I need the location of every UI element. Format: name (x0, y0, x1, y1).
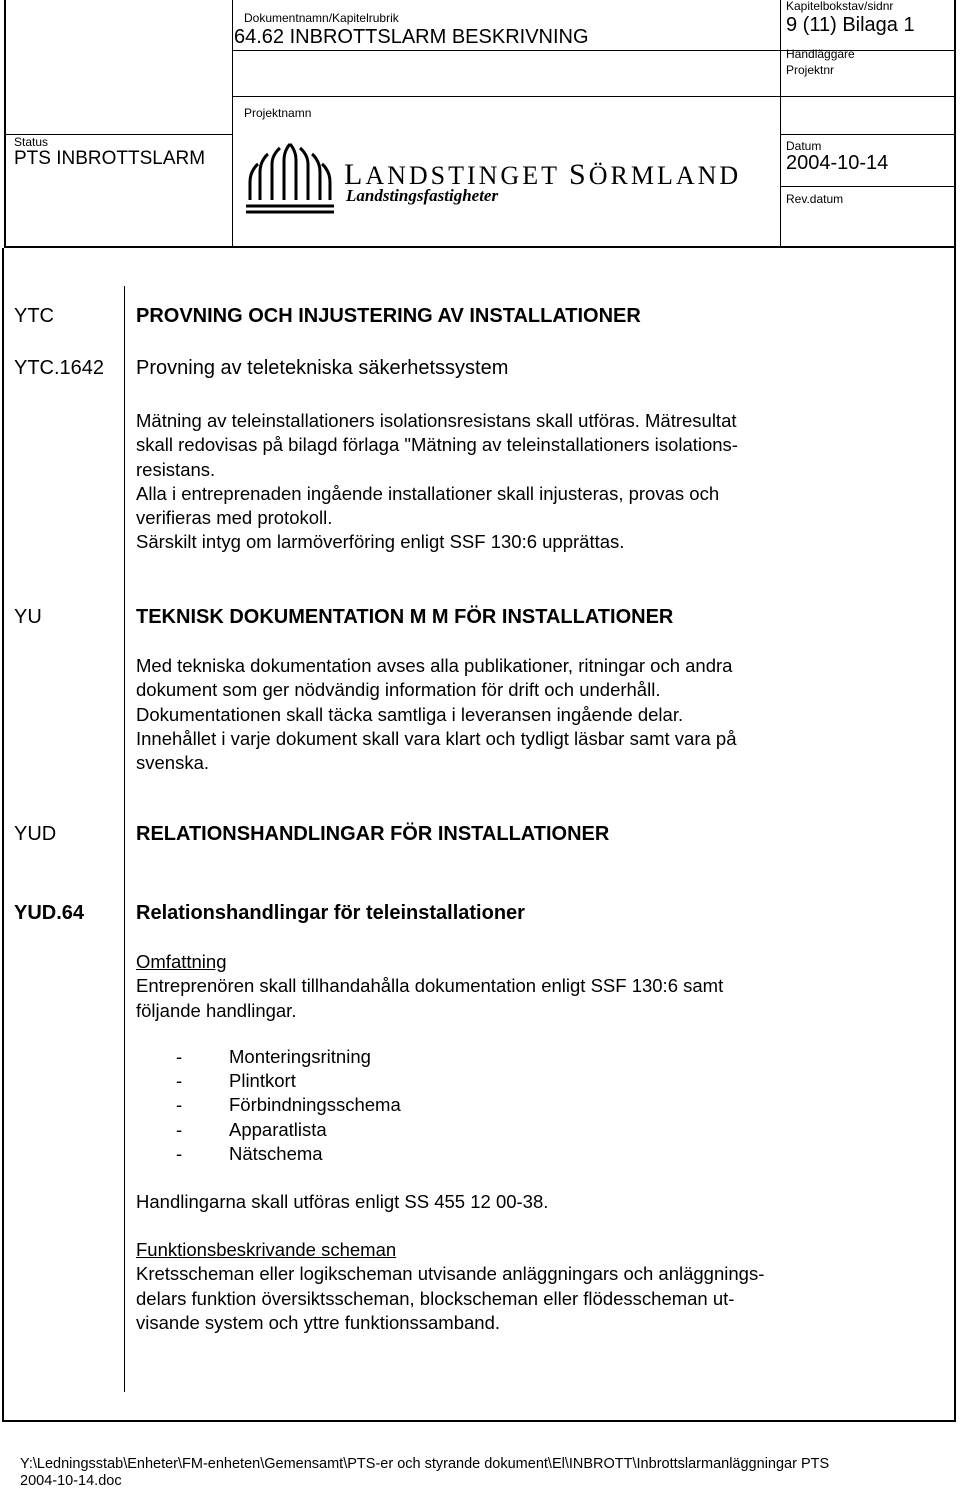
handler-label: Handläggare (786, 47, 855, 61)
section-title-yud64: Relationshandlingar för teleinstallationer (136, 902, 525, 924)
paragraph-line: Kretsscheman eller logikscheman utvisande anläggningars och anläggnings- (136, 1263, 765, 1285)
section-code-ytc1642: YTC.1642 (14, 357, 105, 379)
paragraph-yu (136, 654, 737, 775)
func-heading: Funktionsbeskrivande scheman (136, 1239, 397, 1260)
paragraph-line: Med tekniska dokumentation avses alla publikationer, ritningar och andra (136, 655, 733, 676)
list-item-text: Apparatlista (229, 1118, 327, 1140)
paragraph-line: Innehållet i varje dokument skall vara klart och tydligt läsbar samt vara på (136, 727, 737, 749)
footer-line-2: 2004-10-14.doc (20, 1473, 122, 1489)
section-title-yu: TEKNISK DOKUMENTATION M M FÖR INSTALLATIONER (136, 606, 674, 628)
section-code-yud: YUD (14, 823, 57, 845)
paragraph-line: Entreprenören skall tillhandahålla dokumentation enligt SSF 130:6 samt (136, 975, 724, 997)
doc-name-label: Dokumentnamn/Kapitelrubrik (244, 11, 399, 25)
date-label: Datum (786, 139, 822, 153)
section-title-yud: RELATIONSHANDLINGAR FÖR INSTALLATIONER (136, 823, 610, 845)
list-item-text: Förbindningsschema (229, 1094, 401, 1116)
list-item-text: Monteringsritning (229, 1046, 371, 1067)
list-dash: - (176, 1094, 183, 1116)
tulip-crown-logo-icon (244, 142, 336, 214)
list-dash: - (176, 1070, 183, 1092)
header-rule-2 (232, 96, 956, 97)
section-code-yud64: YUD.64 (14, 902, 85, 924)
list-dash: - (176, 1046, 183, 1067)
project-number-label: Projektnr (786, 63, 835, 77)
paragraph-line: resistans. (136, 458, 216, 480)
paragraph-line: svenska. (136, 752, 210, 774)
logo-word-2: ÖRMLAND (588, 161, 742, 190)
section-code-ytc: YTC (14, 305, 54, 327)
standard-line: Handlingarna skall utföras enligt SS 455 12 00-38. (136, 1191, 549, 1212)
list-item-text: Plintkort (229, 1070, 296, 1092)
paragraph-scope (136, 950, 723, 1023)
list-item-text: Nätschema (229, 1142, 323, 1164)
header-divider-left (232, 0, 233, 248)
section-code-yu: YU (14, 606, 42, 628)
paragraph-line: Mätning av teleinstallationers isolationsresistans skall utföras. Mätresultat (136, 410, 737, 431)
file-path-footer (20, 1456, 829, 1490)
section-title-ytc: PROVNING OCH INJUSTERING AV INSTALLATIONER (136, 305, 641, 327)
paragraph-line: Alla i entreprenaden ingående installationer skall injusteras, provas och (136, 482, 720, 504)
section-title-ytc1642: Provning av teletekniska säkerhetssystem (136, 357, 509, 379)
list-dash: - (176, 1142, 183, 1164)
header-rule-rev (780, 186, 956, 187)
logo-letter-s: S (569, 158, 589, 191)
list-dash: - (176, 1118, 183, 1140)
page-number: 9 (11) Bilaga 1 (786, 14, 915, 36)
logo-word-1: ANDSTINGET (365, 161, 570, 190)
scope-heading: Omfattning (136, 951, 227, 972)
status-value: PTS INBROTTSLARM (14, 148, 206, 169)
doc-name: 64.62 INBROTTSLARM BESKRIVNING (234, 26, 589, 48)
status-label: Status (14, 135, 49, 149)
header-rule-date (780, 134, 956, 135)
code-column-divider (124, 286, 125, 1392)
paragraph-line: Dokumentationen skall täcka samtliga i leveransen ingående delar. (136, 703, 684, 725)
paragraph-line: följande handlingar. (136, 999, 297, 1021)
header-divider-right (780, 0, 781, 248)
project-name-label: Projektnamn (244, 106, 312, 120)
page-label: Kapitelbokstav/sidnr (786, 0, 894, 13)
logo-subtitle: Landstingsfastigheter (346, 186, 499, 205)
rev-date-label: Rev.datum (786, 192, 844, 206)
paragraph-line: verifieras med protokoll. (136, 507, 333, 529)
paragraph-func (136, 1238, 764, 1335)
date-value: 2004-10-14 (786, 152, 889, 174)
paragraph-line: Särskilt intyg om larmöverföring enligt SSF 130:6 upprättas. (136, 531, 625, 553)
logo-letter-l: L (344, 158, 366, 191)
paragraph-line: delars funktion översiktsscheman, blockscheman eller flödesscheman ut- (136, 1287, 735, 1309)
footer-line-1: Y:\Ledningsstab\Enheter\FM-enheten\Gemensamt\PTS-er och styrande dokument\El\INBROTT\Inbrottslarmanläggningar PTS (20, 1456, 830, 1472)
paragraph-ytc1642 (136, 409, 738, 555)
paragraph-line: visande system och yttre funktionssamband. (136, 1311, 501, 1333)
paragraph-line: dokument som ger nödvändig information för drift och underhåll. (136, 679, 661, 701)
paragraph-line: skall redovisas på bilagd förlaga "Mätning av teleinstallationers isolations- (136, 434, 738, 456)
